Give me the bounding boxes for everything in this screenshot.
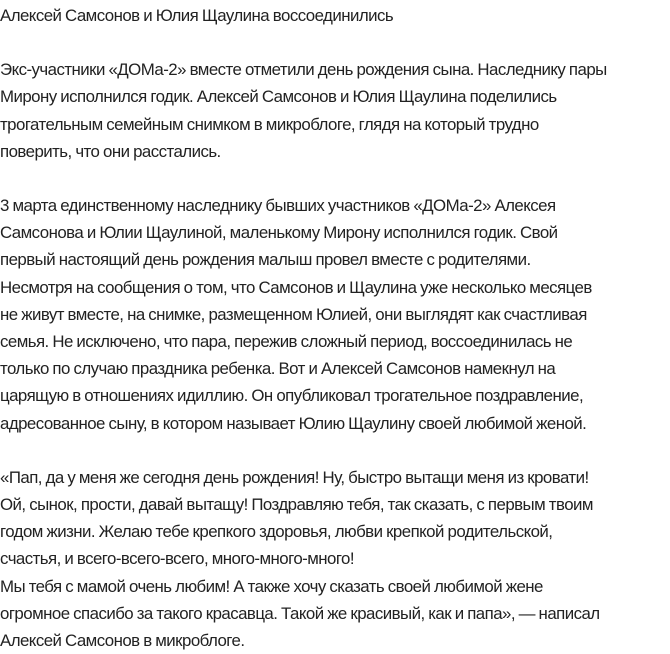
paragraph-intro [0, 56, 670, 165]
text-line: Ой, сынок, прости, давай вытащу! Поздравляю тебя, так сказать, с первым твоим [0, 495, 593, 515]
text-line: Несмотря на сообщения о том, что Самсонов и Щаулина уже несколько месяцев [0, 277, 592, 297]
text-line: Мы тебя с мамой очень любим! А также хочу сказать своей любимой жене [0, 576, 543, 596]
text-line: семья. Не исключено, что пара, пережив сложный период, воссоединилась не [0, 332, 573, 352]
text-line: Самсонова и Юлии Щаулиной, маленькому Мирону исполнился годик. Свой [0, 223, 558, 243]
text-line: первый настоящий день рождения малыш провел вместе с родителями. [0, 250, 531, 270]
text-line: поверить, что они расстались. [0, 141, 221, 161]
text-line: трогательным семейным снимком в микроблоге, глядя на который трудно [0, 114, 539, 134]
article-title: Алексей Самсонов и Юлия Щаулина воссоединились [0, 6, 394, 25]
text-line: годом жизни. Желаю тебе крепкого здоровья, любви крепкой родительской, [0, 522, 553, 542]
paragraph-body [0, 192, 670, 437]
text-line: только по случаю праздника ребенка. Вот и Алексей Самсонов намекнул на [0, 359, 556, 379]
text-line: Алексей Самсонов в микроблоге. [0, 631, 245, 651]
text-line: огромное спасибо за такого красавца. Такой же красивый, как и папа», — написал [0, 603, 600, 623]
text-line: счастья, и всего-всего-всего, много-много-много! [0, 549, 355, 569]
paragraph-quote [0, 464, 670, 654]
text-line: не живут вместе, на снимке, размещенном Юлией, они выглядят как счастливая [0, 304, 587, 324]
text-line: царящую в отношениях идиллию. Он опубликовал трогательное поздравление, [0, 386, 584, 406]
text-line: «Пап, да у меня же сегодня день рождения! Ну, быстро вытащи меня из кровати! [0, 467, 589, 487]
text-line: Экс-участники «ДОМа-2» вместе отметили день рождения сына. Наследнику пары [0, 60, 607, 80]
text-line: адресованное сыну, в котором называет Юлию Щаулину своей любимой женой. [0, 413, 587, 433]
text-line: Мирону исполнился годик. Алексей Самсонов и Юлия Щаулина поделились [0, 87, 557, 107]
text-line: 3 марта единственному наследнику бывших участников «ДОМа-2» Алексея [0, 196, 556, 216]
